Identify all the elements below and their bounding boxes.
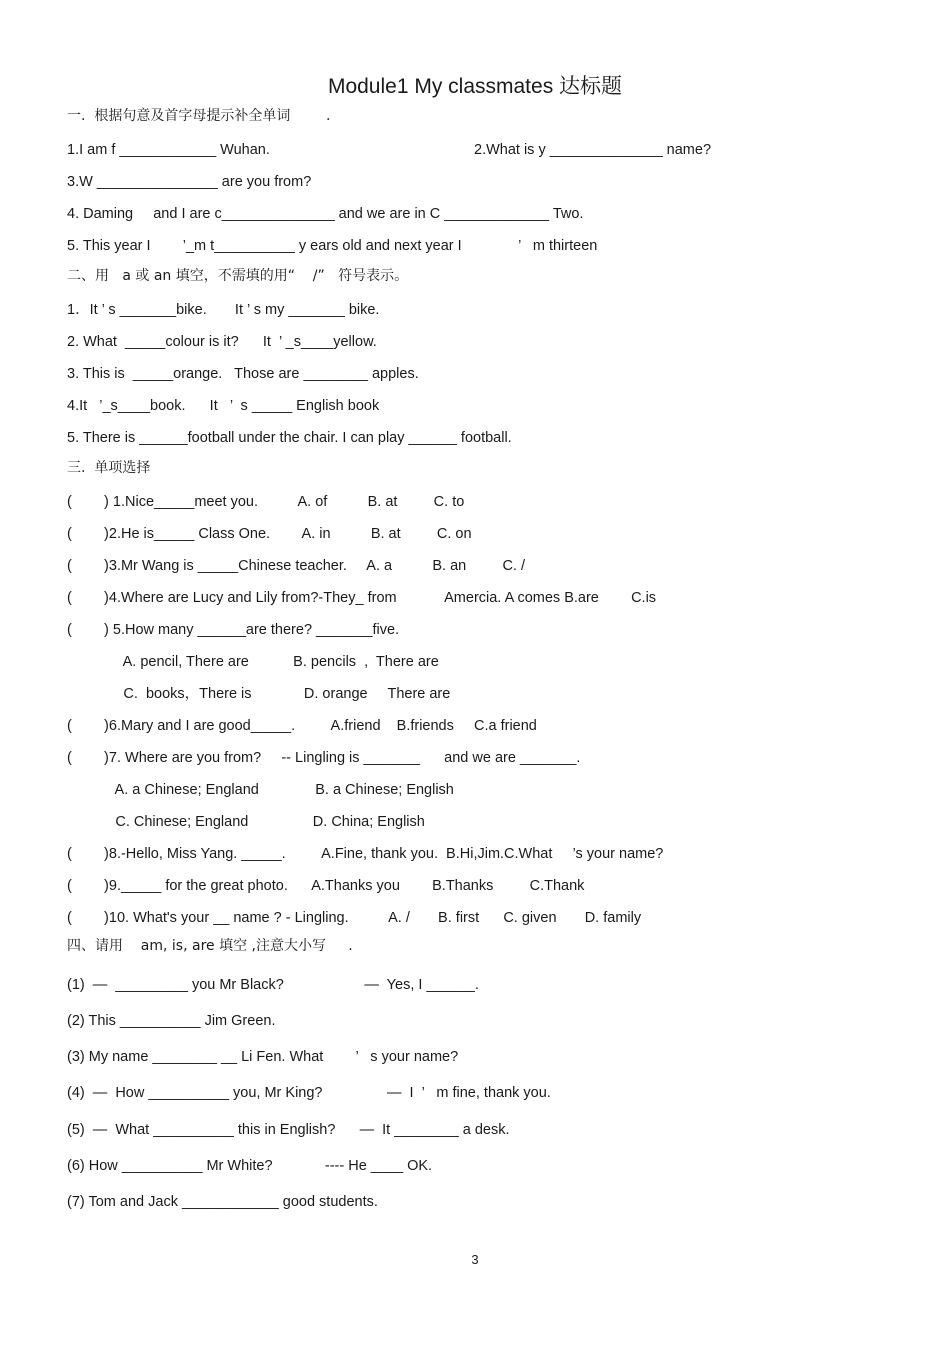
s1-line-1: 1.I am f ____________ Wuhan. [67,142,270,158]
section2-heading: 二、用 a 或 an 填空，不需填的用“ /” 符号表示。 [67,268,409,284]
s3-line-12: ( )8.-Hello, Miss Yang. _____. A.Fine, thank you. B.Hi,Jim.C.What ’s your name? [67,846,664,862]
s3-line-2: ( )2.He is_____ Class One. A. in B. at C. on [67,526,472,542]
s3-line-11: C. Chinese; England D. China; English [67,814,425,830]
s3-line-13: ( )9._____ for the great photo. A.Thanks you B.Thanks C.Thank [67,878,585,894]
s4-line-4: (4) — How __________ you, Mr King? — I ’ m fine, thank you. [67,1085,551,1101]
s4-line-5: (5) — What __________ this in English? — It ________ a desk. [67,1122,510,1138]
s3-line-10: A. a Chinese; England B. a Chinese; English [67,782,454,798]
s2-line-2: 2. What _____colour is it? It ’ _s____yellow. [67,334,377,350]
s3-line-14: ( )10. What's your __ name ? - Lingling. A. / B. first C. given D. family [67,910,642,926]
page-title: Module1 My classmates 达标题 [327,75,623,98]
s2-line-5: 5. There is ______football under the chair. I can play ______ football. [67,430,512,446]
s2-line-1: 1．It ’ s _______bike. It ’ s my _______ bike. [67,302,380,318]
section3-heading: 三. 单项选择 [67,460,151,476]
s2-line-3: 3. This is _____orange. Those are ________ apples. [67,366,419,382]
s1-line-2: 2.What is y ______________ name? [474,142,712,158]
s2-line-4: 4.It ’_s____book. It ’ s _____ English book [67,398,380,414]
s3-line-3: ( )3.Mr Wang is _____Chinese teacher. A. a B. an C. / [67,558,526,574]
section1-heading: 一. 根据句意及首字母提示补全单词 . [67,108,331,124]
s1-line-4: 4. Daming and I are c______________ and we are in C _____________ Two. [67,206,584,222]
s4-line-7: (7) Tom and Jack ____________ good students. [67,1194,378,1210]
s3-line-8: ( )6.Mary and I are good_____. A.friend B.friends C.a friend [67,718,537,734]
s3-line-4: ( )4.Where are Lucy and Lily from?-They_ from Amercia. A comes B.are C.is [67,590,657,606]
page-number: 3 [471,1252,479,1267]
s4-line-3: (3) My name ________ __ Li Fen. What ’ s your name? [67,1049,459,1065]
s3-line-5: ( ) 5.How many ______are there? _______five. [67,622,400,638]
s1-line-5: 5. This year I ’_m t__________ y ears old and next year I ’ m thirteen [67,238,598,254]
s3-line-6: A. pencil, There are B. pencils , There are [67,654,439,670]
s4-line-2: (2) This __________ Jim Green. [67,1013,276,1029]
s3-line-1: ( ) 1.Nice_____meet you. A. of B. at C. to [67,494,465,510]
s3-line-9: ( )7. Where are you from? -- Lingling is _______ and we are _______. [67,750,581,766]
section4-heading: 四、请用 am, is, are 填空 ,注意大小写 . [67,938,353,954]
s4-line-6: (6) How __________ Mr White? ---- He ____ OK. [67,1158,433,1174]
s4-line-1: (1) — _________ you Mr Black? — Yes, I ______. [67,977,479,993]
s3-line-7: C. books，There is D. orange There are [67,686,451,702]
s1-line-3: 3.W _______________ are you from? [67,174,312,190]
